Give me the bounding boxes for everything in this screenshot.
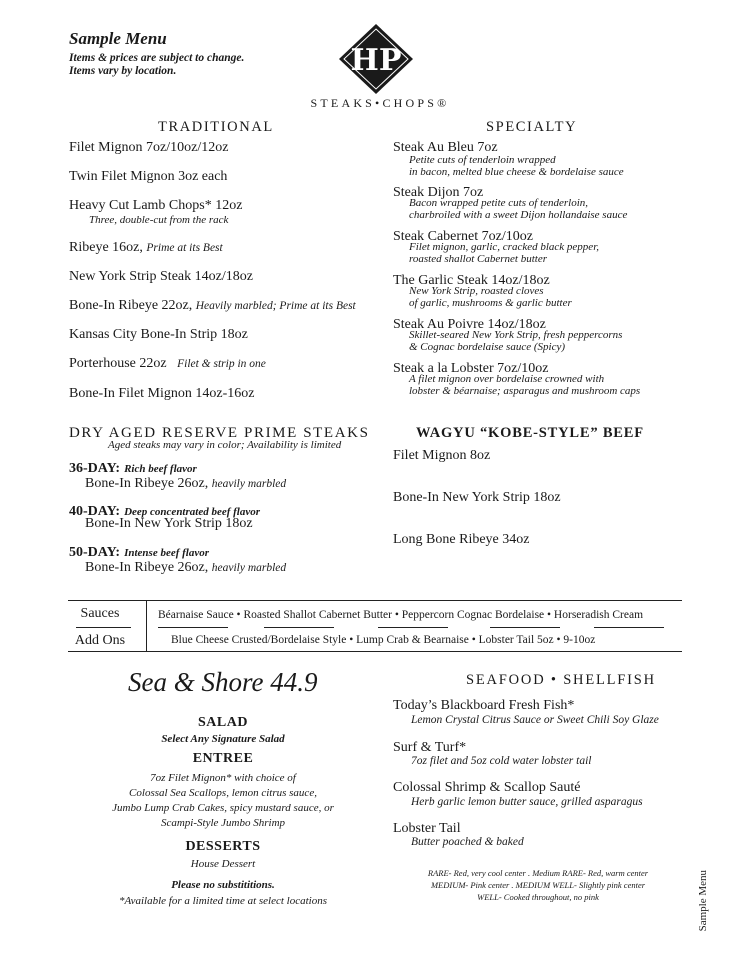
- traditional-item: Porterhouse 22oz Filet & strip in one: [69, 356, 266, 371]
- salad-sub: Select Any Signature Salad: [161, 733, 285, 745]
- side-label: Sample Menu: [697, 870, 709, 932]
- dry-aged-tier: 40-DAY: Deep concentrated beef flavor: [69, 504, 261, 519]
- dry-aged-cut: Bone-In Ribeye 26oz, heavily marbled: [85, 476, 287, 491]
- traditional-item: Heavy Cut Lamb Chops* 12oz: [69, 198, 243, 213]
- traditional-item: Ribeye 16oz, Prime at its Best: [69, 240, 223, 255]
- divider: [68, 600, 682, 601]
- divider: [490, 627, 560, 628]
- sauces-label: Sauces: [80, 606, 120, 621]
- seafood-item: Surf & Turf*: [393, 740, 467, 755]
- specialty-heading: SPECIALTY: [486, 119, 578, 135]
- menu-note: [69, 52, 244, 78]
- seafood-desc: Butter poached & baked: [411, 836, 524, 848]
- availability-note: *Available for a limited time at select locations: [118, 895, 328, 907]
- menu-title: Sample Menu: [69, 29, 167, 48]
- divider: [594, 627, 664, 628]
- divider: [158, 627, 228, 628]
- entree-desc: 7oz Filet Mignon* with choice of Colossal Sea Scallops, lemon citrus sauce, Jumbo Lump Crab Cakes, spicy mustard sauce, or Scampi-Style Jumbo Shrimp: [112, 772, 334, 829]
- traditional-item: Kansas City Bone-In Strip 18oz: [69, 327, 248, 342]
- dry-aged-heading: DRY AGED RESERVE PRIME STEAKS: [69, 425, 370, 441]
- divider: [68, 651, 682, 652]
- dry-aged-cut: Bone-In New York Strip 18oz: [85, 516, 253, 531]
- wagyu-item: Long Bone Ribeye 34oz: [393, 532, 530, 547]
- seafood-desc: Lemon Crystal Citrus Sauce or Sweet Chili Soy Glaze: [411, 714, 659, 726]
- specialty-desc: New York Strip, roasted cloves of garlic, mushrooms & garlic butter: [409, 285, 572, 309]
- addons-label: Add Ons: [74, 633, 126, 648]
- divider: [378, 627, 448, 628]
- dry-aged-cut: Bone-In Ribeye 26oz, heavily marbled: [85, 560, 287, 575]
- addons-list: Blue Cheese Crusted/Bordelaise Style • Lump Crab & Bearnaise • Lobster Tail 5oz • 9-10oz: [171, 634, 596, 646]
- specialty-desc: Skillet-seared New York Strip, fresh peppercorns & Cognac bordelaise sauce (Spicy): [409, 329, 623, 353]
- seafood-item: Lobster Tail: [393, 821, 461, 836]
- wagyu-heading: WAGYU “KOBE-STYLE” BEEF: [416, 425, 644, 441]
- dry-aged-tier: 36-DAY: Rich beef flavor: [69, 461, 197, 476]
- divider: [264, 627, 334, 628]
- specialty-desc: Bacon wrapped petite cuts of tenderloin, charbroiled with a sweet Dijon hollandaise sauce: [409, 197, 628, 221]
- seafood-desc: 7oz filet and 5oz cold water lobster tail: [411, 755, 592, 767]
- item-note: Prime at its Best: [146, 242, 223, 254]
- wagyu-item: Filet Mignon 8oz: [393, 448, 491, 463]
- seafood-item: Colossal Shrimp & Scallop Sauté: [393, 780, 581, 795]
- salad-heading: SALAD: [198, 715, 248, 730]
- specialty-item: The Garlic Steak 14oz/18oz: [393, 273, 550, 288]
- specialty-desc: Filet mignon, garlic, cracked black pepper, roasted shallot Cabernet butter: [409, 241, 600, 265]
- traditional-item-note: Three, double-cut from the rack: [89, 214, 229, 226]
- divider: [146, 600, 147, 652]
- divider: [76, 627, 131, 628]
- logo-text: HP: [350, 43, 402, 78]
- sea-shore-title: Sea & Shore 44.9: [128, 667, 318, 697]
- specialty-item: Steak Au Bleu 7oz: [393, 140, 498, 155]
- dry-aged-sub: Aged steaks may vary in color; Availability is limited: [108, 439, 342, 451]
- note-line: Items vary by location.: [69, 65, 177, 77]
- specialty-item: Steak Cabernet 7oz/10oz: [393, 229, 533, 244]
- desserts-sub: House Dessert: [190, 858, 256, 870]
- specialty-item: Steak a la Lobster 7oz/10oz: [393, 361, 549, 376]
- specialty-item: Steak Dijon 7oz: [393, 185, 484, 200]
- brand-name: STEAKS•CHOPS®: [310, 96, 450, 110]
- traditional-heading: TRADITIONAL: [158, 119, 274, 135]
- traditional-item: Filet Mignon 7oz/10oz/12oz: [69, 140, 229, 155]
- specialty-item: Steak Au Poivre 14oz/18oz: [393, 317, 546, 332]
- note-line: Items & prices are subject to change.: [69, 52, 245, 64]
- traditional-item: Bone-In Filet Mignon 14oz-16oz: [69, 386, 255, 401]
- dry-aged-tier: 50-DAY: Intense beef flavor: [69, 545, 210, 560]
- no-substitutions: Please no substititions.: [171, 879, 275, 891]
- desserts-heading: DESSERTS: [185, 839, 261, 854]
- sauces-list: Béarnaise Sauce • Roasted Shallot Cabernet Butter • Peppercorn Cognac Bordelaise • Horseradish Cream: [158, 609, 644, 621]
- item-note: Filet & strip in one: [177, 358, 266, 370]
- seafood-desc: Herb garlic lemon butter sauce, grilled asparagus: [411, 796, 643, 808]
- traditional-item: Bone-In Ribeye 22oz, Heavily marbled; Prime at its Best: [69, 298, 356, 313]
- wagyu-item: Bone-In New York Strip 18oz: [393, 490, 561, 505]
- traditional-item: New York Strip Steak 14oz/18oz: [69, 269, 253, 284]
- temperature-guide: RARE- Red, very cool center . Medium RARE- Red, warm center MEDIUM- Pink center . MEDIUM WELL- Slightly pink center WELL- Cooked throughout, no pink: [427, 868, 649, 902]
- specialty-desc: A filet mignon over bordelaise crowned with lobster & béarnaise; asparagus and mushroom caps: [409, 373, 641, 397]
- entree-heading: ENTREE: [192, 751, 254, 766]
- seafood-item: Today’s Blackboard Fresh Fish*: [393, 698, 575, 713]
- traditional-item: Twin Filet Mignon 3oz each: [69, 169, 228, 184]
- specialty-desc: Petite cuts of tenderloin wrapped in bacon, melted blue cheese & bordelaise sauce: [409, 154, 624, 178]
- item-note: Heavily marbled; Prime at its Best: [195, 300, 356, 312]
- hp-logo: [339, 24, 413, 94]
- seafood-heading: SEAFOOD • SHELLFISH: [466, 672, 656, 688]
